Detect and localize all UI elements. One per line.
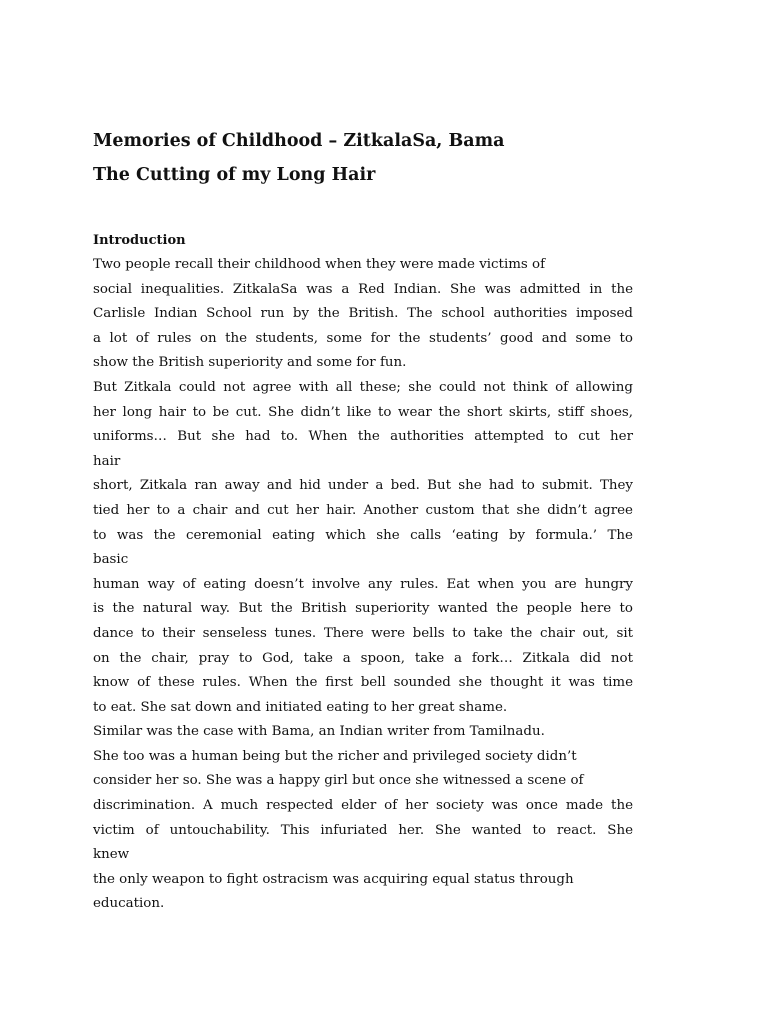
text-line: dance to their senseless tunes. There were bells to take the chair out, sit (93, 625, 633, 641)
text-line: uniforms… But she had to. When the authorities attempted to cut her (93, 429, 633, 445)
text-line: Two people recall their childhood when they were made victims of (93, 257, 546, 272)
text-line: her long hair to be cut. She didn’t like to wear the short skirts, stiff shoes, (93, 404, 633, 420)
text-line: discrimination. A much respected elder of her society was once made the (93, 798, 633, 814)
text-line: is the natural way. But the British superiority wanted the people here to (93, 601, 633, 617)
text-line: know of these rules. When the first bell sounded she thought it was time (93, 675, 633, 691)
text-line: basic (93, 552, 129, 568)
document-subtitle: The Cutting of my Long Hair (93, 165, 376, 185)
text-line: on the chair, pray to God, take a spoon, take a fork… Zitkala did not (93, 650, 633, 666)
text-line: Carlisle Indian School run by the British. The school authorities imposed (93, 306, 633, 322)
text-line: But Zitkala could not agree with all these; she could not think of allowing (93, 379, 633, 395)
text-line: the only weapon to fight ostracism was acquiring equal status through (93, 871, 574, 887)
text-line: to eat. She sat down and initiated eating to her great shame. (93, 699, 508, 715)
document-page (93, 126, 633, 912)
section-heading: Introduction (93, 233, 186, 248)
text-line: She too was a human being but the richer and privileged society didn’t (93, 748, 577, 764)
text-line: tied her to a chair and cut her hair. Another custom that she didn’t agree (93, 502, 633, 518)
text-line: knew (93, 847, 130, 863)
text-line: a lot of rules on the students, some for the students’ good and some to (93, 330, 633, 346)
text-line: social inequalities. ZitkalaSa was a Red Indian. She was admitted in the (93, 281, 633, 297)
body-text (93, 253, 633, 917)
text-line: Similar was the case with Bama, an Indian writer from Tamilnadu. (93, 724, 545, 740)
text-line: consider her so. She was a happy girl but once she witnessed a scene of (93, 773, 584, 789)
document-title: Memories of Childhood – ZitkalaSa, Bama (93, 131, 505, 151)
text-line: to was the ceremonial eating which she calls ‘eating by formula.’ The (93, 527, 633, 543)
text-line: education. (93, 896, 165, 912)
text-line: victim of untouchability. This infuriated her. She wanted to react. She (93, 822, 633, 838)
text-line: hair (93, 453, 121, 469)
text-line: show the British superiority and some for fun. (93, 355, 407, 371)
text-line: human way of eating doesn’t involve any rules. Eat when you are hungry (93, 576, 633, 592)
text-line: short, Zitkala ran away and hid under a bed. But she had to submit. They (93, 478, 633, 494)
